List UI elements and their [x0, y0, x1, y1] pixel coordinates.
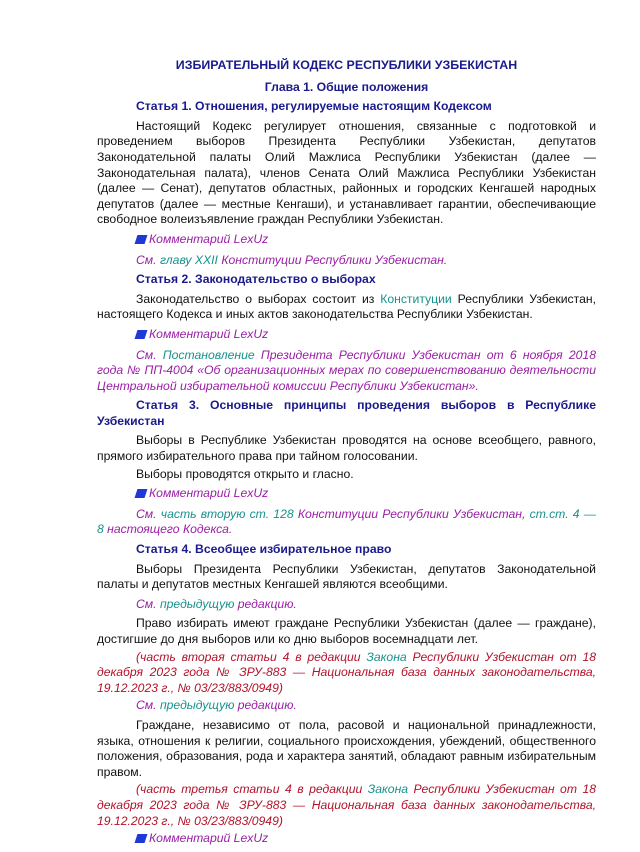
article-4-heading: Статья 4. Всеобщее избирательное право [136, 542, 392, 557]
edition-note-2 [97, 782, 596, 829]
article-2-heading: Статья 2. Законодательство о выборах [136, 272, 376, 287]
article-4-text-2: Право избирать имеют граждане Республики Узбекистан (далее — граждане), достигшие до дня выборов или ко дню выборов восемнадцати лет. [97, 616, 596, 646]
comment-label: Комментарий LexUz [149, 231, 269, 246]
link-chapter-xxii[interactable]: главу XXII [159, 252, 218, 267]
article-4-text-3: Граждане, независимо от пола, расовой и национальной принадлежности, языка, отношения к религии, социального происхождения, убеждений, общественного положения, образования, рода и характера занятий, обладают равным избирательным правом. [97, 717, 596, 779]
see-suffix: Конституции Республики Узбекистан. [217, 252, 448, 267]
link-constitution-art-128[interactable]: часть вторую ст. 128 [160, 506, 294, 521]
article-3-text-2: Выборы проводятся открыто и гласно. [136, 466, 354, 481]
previous-edition-link-1 [97, 597, 596, 613]
comment-link-article-4[interactable] [97, 831, 596, 847]
article-1-text: Настоящий Кодекс регулирует отношения, связанные с подготовкой и проведением выборов Президента Республики Узбекистан, депутатов Законодательной палаты Олий Мажлиса Республики Узбекистан (далее — Законодательная палата), членов Сената Олий Мажлиса Республики Узбекистан (далее — Сенат), депутатов областных, районных и городских Кенгашей народных депутатов (далее — местные Кенгаши), и устанавливает гарантии, обеспечивающие свободное волеизъявление граждан Республики Узбекистан. [97, 118, 596, 227]
prev-suffix: редакцию. [234, 596, 297, 611]
comment-icon [135, 235, 148, 244]
comment-link-article-3[interactable] [97, 486, 596, 502]
document-page [97, 58, 596, 852]
edit-prefix: (часть вторая статьи 4 в редакции [136, 649, 367, 664]
edit-prefix: (часть третья статьи 4 в редакции [136, 782, 368, 797]
see-middle: Конституции Республики Узбекистан, [293, 506, 530, 521]
see-prefix: См. [136, 506, 161, 521]
prev-suffix: редакцию. [234, 698, 297, 713]
link-law[interactable]: Закона [367, 782, 409, 797]
article-3-text-1: Выборы в Республике Узбекистан проводятся на основе всеобщего, равного, прямого избирательного права при тайном голосовании. [97, 433, 596, 464]
chapter-heading: Глава 1. Общие положения [264, 79, 429, 94]
link-articles-4-8[interactable]: ст.ст. 4 — 8 [97, 506, 596, 537]
document-title: ИЗБИРАТЕЛЬНЫЙ КОДЕКС РЕСПУБЛИКИ УЗБЕКИСТАН [175, 58, 518, 72]
see-note-article-3 [97, 507, 596, 538]
article-3-heading: Статья 3. Основные принципы проведения выборов в Республике Узбекистан [97, 398, 596, 428]
prev-prefix: См. [136, 698, 160, 713]
see-note-article-2 [97, 348, 596, 395]
link-law[interactable]: Закона [366, 649, 407, 664]
prev-prefix: См. [136, 596, 160, 611]
edit-suffix: Республики Узбекистан от 18 декабря 2023 года № ЗРУ-883 — Национальная база данных законодательства, 19.12.2023 г., № 03/23/883/0949) [97, 782, 597, 828]
see-prefix: См. [136, 252, 160, 267]
article-4-text-1: Выборы Президента Республики Узбекистан, депутатов Законодательной палаты и депутатов местных Кенгашей являются всеобщими. [97, 561, 596, 592]
comment-link-article-2[interactable] [97, 327, 596, 343]
edit-suffix: Республики Узбекистан от 18 декабря 2023 года № ЗРУ-883 — Национальная база данных законодательства, 19.12.2023 г., № 03/23/883/0949) [97, 649, 596, 695]
comment-label: Комментарий LexUz [149, 486, 269, 501]
comment-label: Комментарий LexUz [149, 326, 269, 341]
comment-icon [135, 834, 148, 843]
link-constitution[interactable]: Конституции [380, 291, 452, 306]
comment-icon [135, 489, 148, 498]
see-prefix: См. [136, 347, 163, 362]
text-part: Законодательство о выборах состоит из [136, 291, 381, 306]
comment-icon [135, 330, 148, 339]
comment-link-article-1[interactable] [97, 232, 596, 248]
article-2-text [97, 292, 596, 323]
edition-note-1 [97, 650, 596, 697]
see-note-article-1 [97, 253, 596, 269]
see-suffix: Президента Республики Узбекистан от 6 ноября 2018 года № ПП-4004 «Об организационных мерах по совершенствованию деятельности Центральной избирательной комиссии Республики Узбекистан». [97, 347, 596, 393]
link-resolution[interactable]: Постановление [162, 347, 255, 362]
comment-label: Комментарий LexUz [149, 831, 269, 846]
link-previous-edition[interactable]: предыдущую [159, 596, 235, 611]
text-part: Республики Узбекистан, настоящего Кодекса и иных актов законодательства Республики Узбекистан. [97, 291, 596, 322]
see-suffix: настоящего Кодекса. [103, 522, 233, 537]
link-previous-edition[interactable]: предыдущую [159, 698, 235, 713]
article-1-heading: Статья 1. Отношения, регулируемые настоящим Кодексом [136, 99, 492, 114]
previous-edition-link-2 [97, 698, 596, 714]
